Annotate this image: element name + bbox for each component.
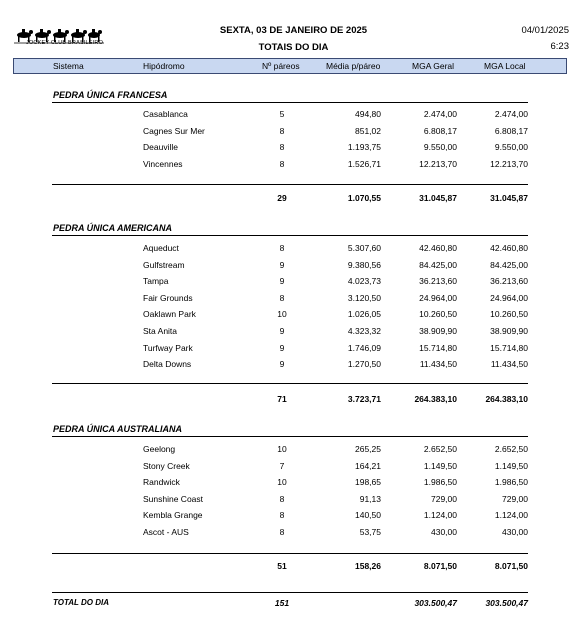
row-mga-local: 42.460,80 [490, 243, 528, 253]
row-pareos: 8 [279, 125, 285, 136]
col-mga-geral: MGA Geral [412, 61, 455, 71]
row-pareos: 8 [279, 292, 285, 303]
row-mga-local: 729,00 [502, 493, 528, 504]
row-mga-geral: 1.986,50 [423, 477, 457, 487]
row-mga-geral: 1.149,50 [423, 460, 457, 471]
row-pareos: 8 [279, 526, 285, 537]
section-total-rule [52, 553, 528, 554]
logo-text: JOCKEY CLUB BRASILEIRO [26, 40, 104, 46]
col-sistema: Sistema [53, 61, 84, 71]
total-pareos: 29 [277, 193, 287, 203]
row-media: 494,80 [355, 109, 381, 119]
row-mga-local: 24.964,00 [490, 292, 528, 303]
row-media: 3.120,50 [347, 292, 381, 303]
grand-total-mga-geral: 303.500,47 [414, 598, 457, 608]
col-hipodromo: Hipódromo [143, 61, 185, 71]
row-hipodromo: Stony Creek [143, 460, 190, 471]
row-hipodromo: Deauville [143, 142, 178, 152]
row-mga-geral: 24.964,00 [419, 292, 457, 303]
row-mga-geral: 15.714,80 [419, 342, 457, 353]
row-media: 91,13 [359, 493, 381, 504]
total-mga-local: 264.383,10 [485, 394, 528, 404]
row-hipodromo: Oaklawn Park [143, 309, 196, 320]
row-mga-local: 6.808,17 [494, 125, 528, 136]
row-mga-geral: 430,00 [431, 526, 457, 537]
row-pareos: 9 [279, 359, 285, 370]
row-media: 9.380,56 [347, 259, 381, 270]
row-hipodromo: Delta Downs [143, 359, 192, 370]
row-mga-geral: 2.652,50 [423, 444, 457, 454]
row-pareos: 8 [279, 158, 285, 169]
row-hipodromo: Fair Grounds [143, 292, 193, 303]
row-mga-local: 2.652,50 [494, 444, 528, 454]
section-total-rule [52, 184, 528, 185]
row-media: 851,02 [355, 125, 381, 136]
row-mga-geral: 84.425,00 [419, 259, 457, 270]
total-mga-geral: 264.383,10 [414, 394, 457, 404]
row-mga-local: 9.550,00 [494, 142, 528, 152]
row-pareos: 9 [279, 276, 285, 287]
row-mga-local: 1.149,50 [494, 460, 528, 471]
section-title-rule [52, 436, 528, 437]
section-title: PEDRA ÚNICA AMERICANA [53, 223, 172, 233]
row-pareos: 9 [279, 326, 285, 336]
row-mga-geral: 36.213,60 [419, 276, 457, 287]
row-mga-local: 1.124,00 [494, 510, 528, 520]
row-hipodromo: Cagnes Sur Mer [143, 125, 205, 136]
row-hipodromo: Randwick [143, 477, 180, 487]
row-pareos: 8 [279, 493, 285, 504]
row-mga-local: 12.213,70 [490, 158, 528, 169]
row-mga-geral: 6.808,17 [423, 125, 457, 136]
col-media: Média p/páreo [326, 61, 381, 71]
row-media: 53,75 [359, 526, 381, 537]
row-mga-geral: 1.124,00 [423, 510, 457, 520]
row-pareos: 10 [277, 444, 287, 454]
report-subtitle: TOTAIS DO DIA [258, 42, 329, 53]
grand-total-pareos: 151 [274, 598, 290, 608]
row-mga-geral: 10.260,50 [419, 309, 457, 320]
row-hipodromo: Aqueduct [143, 243, 179, 253]
grand-total-label: TOTAL DO DIA [53, 598, 109, 607]
row-media: 140,50 [355, 510, 381, 520]
row-pareos: 10 [277, 477, 287, 487]
row-hipodromo: Casablanca [143, 109, 188, 119]
row-mga-local: 36.213,60 [490, 276, 528, 287]
total-media: 3.723,71 [347, 394, 381, 404]
row-media: 1.026,05 [347, 309, 381, 320]
row-media: 1.746,09 [347, 342, 381, 353]
row-pareos: 9 [279, 342, 285, 353]
row-media: 4.023,73 [347, 276, 381, 287]
row-media: 265,25 [355, 444, 381, 454]
row-mga-local: 10.260,50 [490, 309, 528, 320]
total-mga-local: 8.071,50 [494, 561, 528, 571]
col-mga-local: MGA Local [484, 61, 526, 71]
grand-total-mga-local: 303.500,47 [485, 598, 528, 608]
section-title: PEDRA ÚNICA FRANCESA [53, 90, 168, 100]
row-media: 4.323,32 [347, 326, 381, 336]
col-pareos: Nº páreos [262, 61, 300, 71]
section-title-rule [52, 102, 528, 103]
row-media: 164,21 [355, 460, 381, 471]
row-hipodromo: Tampa [143, 276, 169, 287]
row-mga-local: 15.714,80 [490, 342, 528, 353]
row-pareos: 8 [279, 142, 285, 152]
total-mga-geral: 31.045,87 [419, 193, 457, 203]
row-hipodromo: Ascot - AUS [143, 526, 189, 537]
row-media: 1.193,75 [347, 142, 381, 152]
total-mga-geral: 8.071,50 [423, 561, 457, 571]
section-title-rule [52, 235, 528, 236]
row-pareos: 7 [279, 460, 285, 471]
row-media: 5.307,60 [347, 243, 381, 253]
section-total-rule [52, 383, 528, 384]
row-hipodromo: Kembla Grange [143, 510, 203, 520]
total-mga-local: 31.045,87 [490, 193, 528, 203]
print-date: 04/01/2025 [521, 25, 569, 36]
row-media: 198,65 [355, 477, 381, 487]
row-mga-local: 1.986,50 [494, 477, 528, 487]
total-pareos: 71 [277, 394, 287, 404]
grand-total-rule [52, 592, 528, 593]
row-pareos: 9 [279, 259, 285, 270]
row-media: 1.270,50 [347, 359, 381, 370]
row-pareos: 5 [279, 109, 285, 119]
row-mga-geral: 2.474,00 [423, 109, 457, 119]
total-pareos: 51 [277, 561, 287, 571]
row-hipodromo: Sunshine Coast [143, 493, 204, 504]
row-pareos: 10 [277, 309, 287, 320]
row-mga-local: 2.474,00 [494, 109, 528, 119]
row-media: 1.526,71 [347, 158, 381, 169]
row-mga-geral: 9.550,00 [423, 142, 457, 152]
row-hipodromo: Geelong [143, 444, 176, 454]
row-hipodromo: Vincennes [143, 158, 183, 169]
row-mga-geral: 38.909,90 [419, 326, 457, 336]
total-media: 158,26 [355, 561, 381, 571]
row-mga-geral: 11.434,50 [419, 359, 457, 370]
row-pareos: 8 [279, 510, 285, 520]
row-mga-geral: 42.460,80 [419, 243, 457, 253]
print-time: 6:23 [550, 41, 569, 52]
report-date-title: SEXTA, 03 DE JANEIRO DE 2025 [219, 25, 368, 36]
row-mga-local: 38.909,90 [490, 326, 528, 336]
row-mga-local: 84.425,00 [490, 259, 528, 270]
row-hipodromo: Turfway Park [143, 342, 193, 353]
section-title: PEDRA ÚNICA AUSTRALIANA [53, 424, 182, 434]
row-mga-local: 11.434,50 [490, 359, 528, 370]
row-hipodromo: Gulfstream [143, 259, 185, 270]
row-mga-geral: 12.213,70 [419, 158, 457, 169]
row-mga-local: 430,00 [502, 526, 528, 537]
row-hipodromo: Sta Anita [143, 326, 178, 336]
row-pareos: 8 [279, 243, 285, 253]
row-mga-geral: 729,00 [431, 493, 457, 504]
total-media: 1.070,55 [347, 193, 381, 203]
